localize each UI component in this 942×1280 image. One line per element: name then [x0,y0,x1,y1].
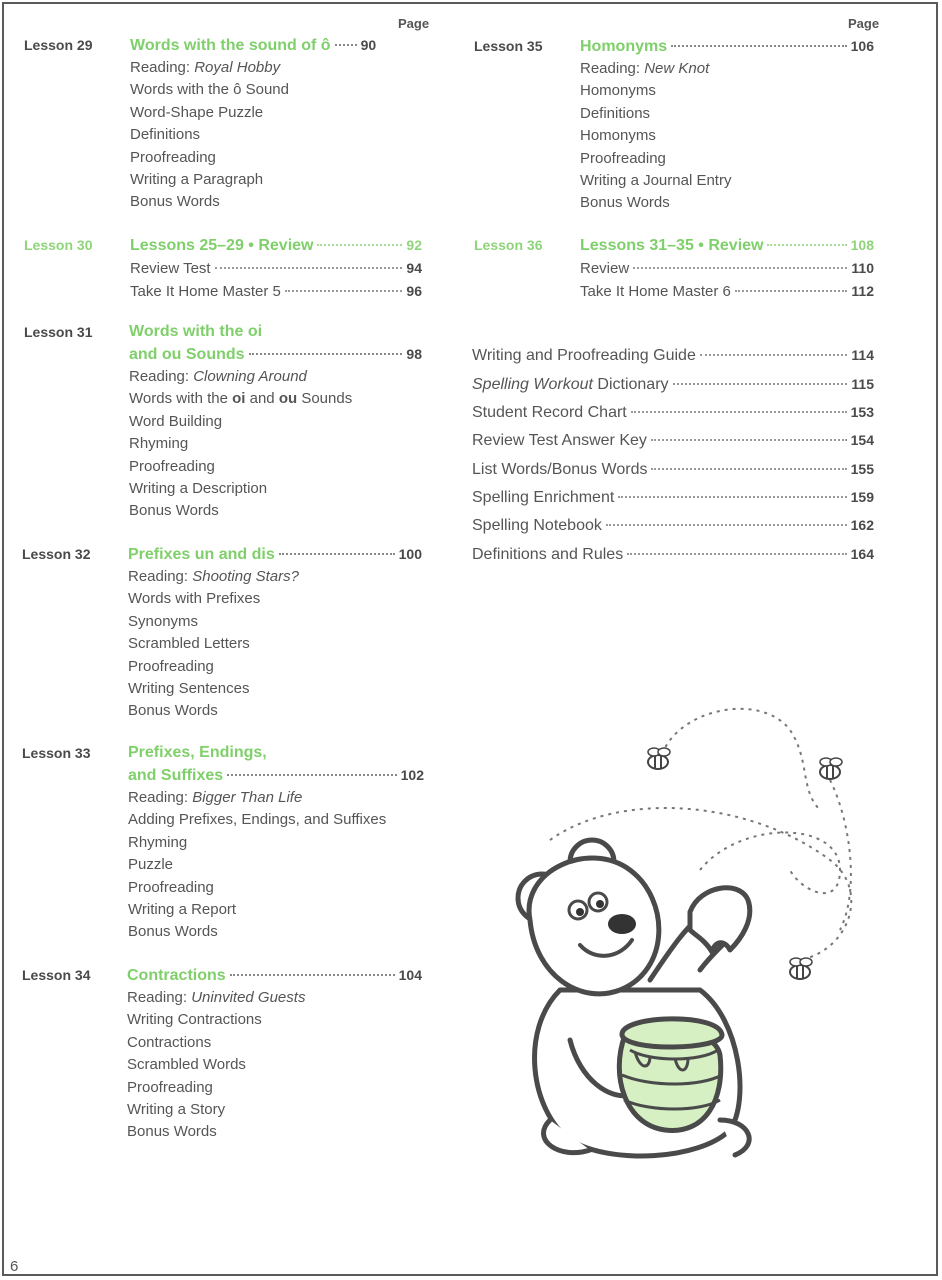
list-item: Reading: Shooting Stars? [128,568,299,585]
list-item: Bonus Words [580,194,670,212]
lesson-title[interactable]: Contractions 104 [127,964,422,987]
list-item: Rhyming [128,833,188,851]
list-item: Take It Home Master 5 96 [130,283,422,301]
lesson-number: Lesson 35 [474,38,543,54]
list-item: Reading: Uninvited Guests [127,989,306,1006]
lesson-number: Lesson 31 [24,324,93,340]
list-item: Word Building [129,412,223,430]
lesson-title[interactable]: Lessons 31–35 • Review 108 [580,234,874,257]
lesson-title-line1[interactable]: Words with the oi [129,323,263,340]
list-item: Synonyms [128,612,199,630]
list-item: Scrambled Letters [128,635,250,653]
list-item: Bonus Words [129,502,219,520]
dot-leader [767,244,846,246]
list-item: Proofreading [580,149,666,167]
lesson-number: Lesson 34 [22,967,91,983]
page-number: 6 [10,1258,19,1275]
guide-item[interactable]: Spelling Workout Dictionary 115 [472,376,874,393]
guide-item[interactable]: Student Record Chart 153 [472,404,874,421]
dot-leader [317,244,402,246]
page-ref: 108 [850,237,874,253]
list-item: Puzzle [128,856,174,874]
guide-item[interactable]: Writing and Proofreading Guide 114 [472,347,874,364]
list-item: Words with the ô Sound [130,81,289,99]
list-item: Bonus Words [128,923,218,941]
list-item: Reading: New Knot [580,60,710,77]
bear-honey-illustration [500,690,880,1170]
list-item: Definitions [130,126,201,144]
page-ref: 98 [406,346,422,362]
list-item: Reading: Royal Hobby [130,59,281,76]
bee-icon [820,758,842,779]
list-item: Homonyms [580,127,656,145]
lesson-title[interactable]: Homonyms 106 [580,35,874,58]
dot-leader [249,353,403,355]
lesson-title-line1[interactable]: Prefixes, Endings, [128,744,267,761]
list-item: Bonus Words [127,1123,217,1141]
page-ref: 92 [406,237,422,253]
list-item: Bonus Words [130,193,220,211]
list-item: Writing Contractions [127,1011,262,1029]
page-ref: 90 [360,37,377,53]
list-item: Reading: Bigger Than Life [128,789,303,806]
list-item: Scrambled Words [127,1056,246,1074]
lesson-title[interactable]: Prefixes un and dis 100 [128,543,422,566]
dot-leader [230,974,395,976]
list-item: Adding Prefixes, Endings, and Suffixes [128,811,387,829]
lesson-number: Lesson 30 [24,237,93,253]
guide-item[interactable]: Spelling Notebook 162 [472,517,874,534]
lesson-number: Lesson 29 [24,37,93,53]
list-item: Proofreading [127,1078,213,1096]
lesson-title[interactable]: Lessons 25–29 • Review 92 [130,234,422,257]
honey-pot-icon [619,1019,722,1131]
list-item: Contractions [127,1033,212,1051]
dot-leader [671,45,847,47]
list-item: Review Test 94 [130,260,422,277]
list-item: Reading: Clowning Around [129,368,307,385]
list-item: Writing a Story [127,1101,226,1119]
page-column-label-left: Page [398,16,430,31]
page-column-label-right: Page [848,16,880,31]
list-item: Homonyms [580,82,656,100]
list-item: Writing a Journal Entry [580,172,732,190]
guide-item[interactable]: Spelling Enrichment 159 [472,489,874,506]
list-item: Proofreading [128,657,214,675]
list-item: Writing Sentences [128,680,250,698]
lesson-number: Lesson 32 [22,546,91,562]
list-item: Proofreading [129,457,215,475]
list-item: Writing a Report [128,901,237,919]
page-ref: 102 [400,767,424,783]
list-item: Take It Home Master 6 112 [580,283,874,301]
page-ref: 104 [398,967,422,983]
lesson-number: Lesson 36 [474,237,543,253]
list-item: Proofreading [130,148,216,166]
guide-item[interactable]: Review Test Answer Key 154 [472,432,874,449]
list-item: Proofreading [128,878,214,896]
guide-item[interactable]: Definitions and Rules 164 [472,546,874,563]
list-item: Definitions [580,104,651,122]
list-item: Writing a Description [129,480,268,498]
list-item: Words with the oi and ou Sounds [129,390,353,408]
dot-leader [227,774,397,776]
page-ref: 100 [398,546,422,562]
lesson-title-line2[interactable]: and ou Sounds 98 [129,343,422,366]
dot-leader [335,44,357,46]
list-item: Bonus Words [128,702,218,720]
list-item: Word-Shape Puzzle [130,103,264,121]
list-item: Writing a Paragraph [130,171,264,189]
lesson-title-line2[interactable]: and Suffixes 102 [128,764,424,787]
lesson-number: Lesson 33 [22,745,91,761]
dot-leader [279,553,395,555]
lesson-title[interactable]: Words with the sound of ô 90 [130,34,422,57]
bee-icon [790,958,812,979]
list-item: Review 110 [580,260,874,277]
list-item: Words with Prefixes [128,590,261,608]
page-ref: 106 [850,38,874,54]
bee-icon [648,748,670,769]
guide-item[interactable]: List Words/Bonus Words 155 [472,461,874,478]
list-item: Rhyming [129,435,189,453]
